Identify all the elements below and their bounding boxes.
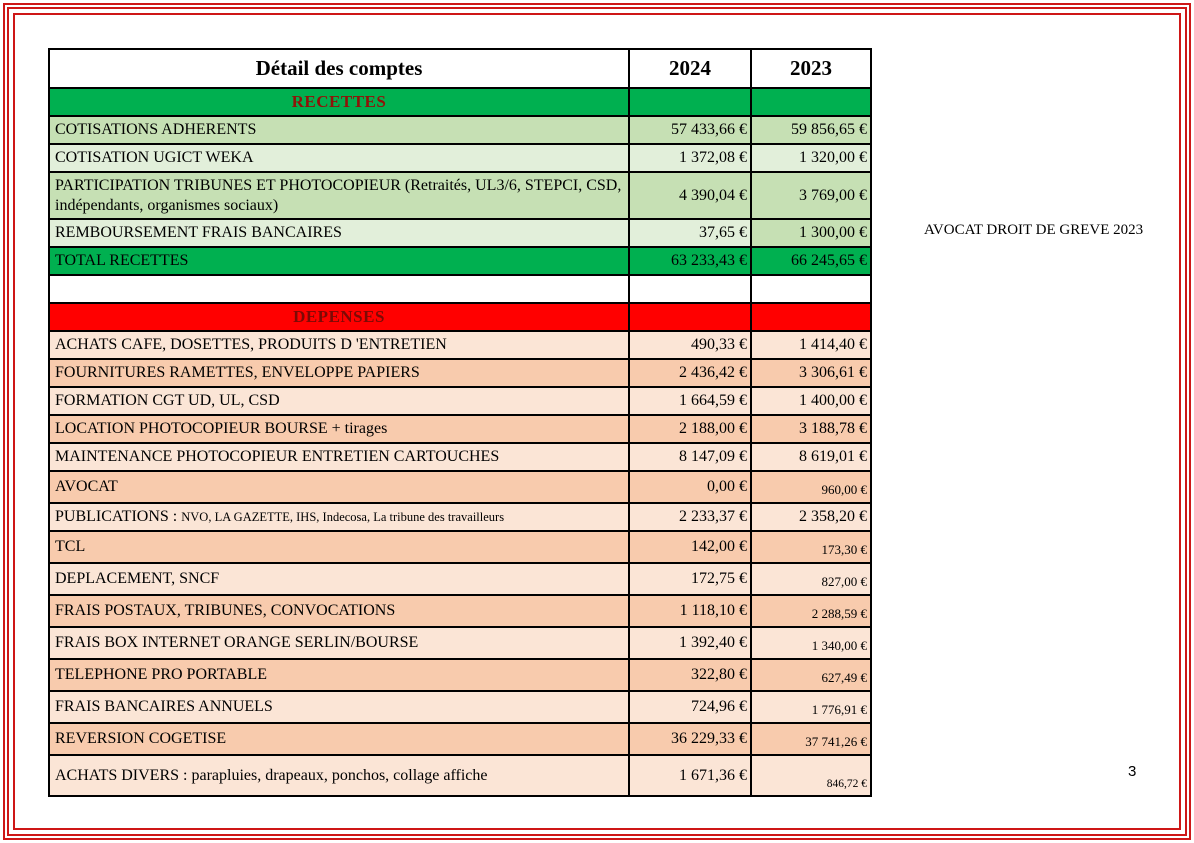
table-row <box>49 331 871 359</box>
depenses-header-2023-cell <box>751 303 871 331</box>
value-2024: 2 233,37 € <box>629 503 751 531</box>
row-label: FRAIS BANCAIRES ANNUELS <box>49 691 629 723</box>
table-title: Détail des comptes <box>49 49 629 88</box>
value-2024: 0,00 € <box>629 471 751 503</box>
row-label: REMBOURSEMENT FRAIS BANCAIRES <box>49 219 629 247</box>
value-2024: 37,65 € <box>629 219 751 247</box>
spacer-cell <box>629 275 751 303</box>
table-header-row <box>49 49 871 88</box>
value-2024: 2 188,00 € <box>629 415 751 443</box>
value-2024: 1 118,10 € <box>629 595 751 627</box>
value-2024: 8 147,09 € <box>629 443 751 471</box>
value-2023: 37 741,26 € <box>751 723 871 755</box>
row-label: LOCATION PHOTOCOPIEUR BOURSE + tirages <box>49 415 629 443</box>
row-label: DEPLACEMENT, SNCF <box>49 563 629 595</box>
row-label: PARTICIPATION TRIBUNES ET PHOTOCOPIEUR (Retraités, UL3/6, STEPCI, CSD, indépendants, organismes sociaux) <box>49 172 629 219</box>
recettes-section-label: RECETTES <box>49 88 629 116</box>
total-recettes-label: TOTAL RECETTES <box>49 247 629 275</box>
row-label: COTISATION UGICT WEKA <box>49 144 629 172</box>
value-2023: 2 358,20 € <box>751 503 871 531</box>
table-row <box>49 359 871 387</box>
value-2023: 3 769,00 € <box>751 172 871 219</box>
value-2024: 4 390,04 € <box>629 172 751 219</box>
value-2023: 8 619,01 € <box>751 443 871 471</box>
table-row <box>49 116 871 144</box>
depenses-section-header <box>49 303 871 331</box>
table-row <box>49 563 871 595</box>
row-label: MAINTENANCE PHOTOCOPIEUR ENTRETIEN CARTOUCHES <box>49 443 629 471</box>
table-row <box>49 387 871 415</box>
total-recettes-2024: 63 233,43 € <box>629 247 751 275</box>
row-label: AVOCAT <box>49 471 629 503</box>
value-2023: 2 288,59 € <box>751 595 871 627</box>
table-row <box>49 144 871 172</box>
value-2023: 1 776,91 € <box>751 691 871 723</box>
side-note: AVOCAT DROIT DE GREVE 2023 <box>924 222 1144 238</box>
row-label: TCL <box>49 531 629 563</box>
value-2023: 960,00 € <box>751 471 871 503</box>
table-row <box>49 219 871 247</box>
table-row <box>49 471 871 503</box>
recettes-header-2024-cell <box>629 88 751 116</box>
row-label: FORMATION CGT UD, UL, CSD <box>49 387 629 415</box>
total-recettes-row <box>49 247 871 275</box>
spacer-cell <box>49 275 629 303</box>
recettes-header-2023-cell <box>751 88 871 116</box>
table-row <box>49 172 871 219</box>
table-row <box>49 415 871 443</box>
value-2023: 827,00 € <box>751 563 871 595</box>
value-2023: 3 306,61 € <box>751 359 871 387</box>
value-2023: 3 188,78 € <box>751 415 871 443</box>
column-header-2023: 2023 <box>751 49 871 88</box>
value-2023: 846,72 € <box>751 755 871 796</box>
value-2024: 724,96 € <box>629 691 751 723</box>
accounts-table-container <box>48 48 872 797</box>
depenses-section-label: DEPENSES <box>49 303 629 331</box>
value-2024: 2 436,42 € <box>629 359 751 387</box>
row-label-detail: NVO, LA GAZETTE, IHS, Indecosa, La tribune des travailleurs <box>181 510 505 524</box>
value-2024: 1 671,36 € <box>629 755 751 796</box>
table-row <box>49 659 871 691</box>
value-2024: 172,75 € <box>629 563 751 595</box>
table-row <box>49 627 871 659</box>
depenses-header-2024-cell <box>629 303 751 331</box>
row-label-main: PUBLICATIONS : <box>55 508 178 525</box>
value-2024: 57 433,66 € <box>629 116 751 144</box>
row-label: FOURNITURES RAMETTES, ENVELOPPE PAPIERS <box>49 359 629 387</box>
value-2023: 59 856,65 € <box>751 116 871 144</box>
table-row <box>49 755 871 796</box>
value-2024: 1 372,08 € <box>629 144 751 172</box>
total-recettes-2023: 66 245,65 € <box>751 247 871 275</box>
row-label: FRAIS BOX INTERNET ORANGE SERLIN/BOURSE <box>49 627 629 659</box>
value-2024: 36 229,33 € <box>629 723 751 755</box>
value-2024: 1 664,59 € <box>629 387 751 415</box>
value-2023: 173,30 € <box>751 531 871 563</box>
row-label <box>49 503 629 531</box>
row-label: ACHATS CAFE, DOSETTES, PRODUITS D 'ENTRETIEN <box>49 331 629 359</box>
value-2024: 322,80 € <box>629 659 751 691</box>
value-2023: 1 340,00 € <box>751 627 871 659</box>
value-2023: 627,49 € <box>751 659 871 691</box>
value-2023: 1 400,00 € <box>751 387 871 415</box>
table-row <box>49 691 871 723</box>
value-2023: 1 414,40 € <box>751 331 871 359</box>
page-number: 3 <box>1128 763 1137 780</box>
accounts-table <box>48 48 872 797</box>
spacer-row <box>49 275 871 303</box>
row-label: FRAIS POSTAUX, TRIBUNES, CONVOCATIONS <box>49 595 629 627</box>
row-label: ACHATS DIVERS : parapluies, drapeaux, ponchos, collage affiche <box>49 755 629 796</box>
table-row <box>49 503 871 531</box>
column-header-2024: 2024 <box>629 49 751 88</box>
table-row <box>49 595 871 627</box>
value-2024: 490,33 € <box>629 331 751 359</box>
recettes-section-header <box>49 88 871 116</box>
value-2023: 1 320,00 € <box>751 144 871 172</box>
value-2024: 142,00 € <box>629 531 751 563</box>
row-label: REVERSION COGETISE <box>49 723 629 755</box>
row-label: TELEPHONE PRO PORTABLE <box>49 659 629 691</box>
value-2023: 1 300,00 € <box>751 219 871 247</box>
table-row <box>49 723 871 755</box>
row-label: COTISATIONS ADHERENTS <box>49 116 629 144</box>
table-row <box>49 443 871 471</box>
value-2024: 1 392,40 € <box>629 627 751 659</box>
table-row <box>49 531 871 563</box>
spacer-cell <box>751 275 871 303</box>
